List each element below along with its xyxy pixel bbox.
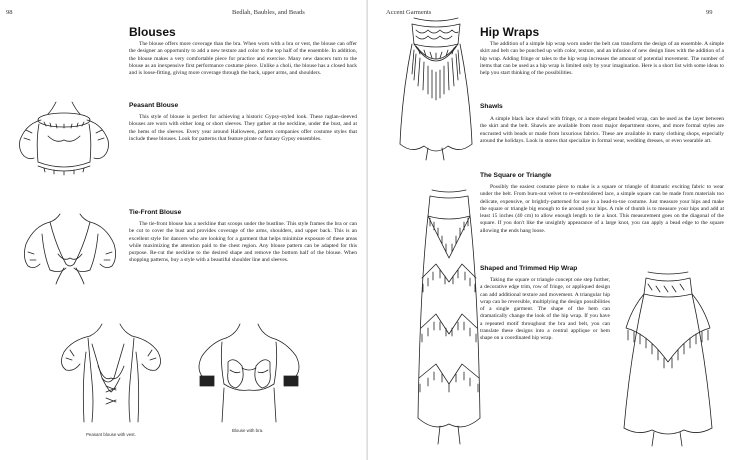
page-number-right: 99 — [706, 9, 713, 16]
right-page — [368, 0, 736, 460]
square-triangle-paragraph: Possibly the easiest costume piece to make is a square or triangle of dramatic exciting fabric to wear under the belt. From burn-out velvet to re-embroidered lace, a simple square can be made from materials too delicate, expensive, or brightly-patterned for use in a head-to-toe costume. Just measure your hips and make the square or triangle big enough to tie around your hips. A rule of thumb is to measure your hips and add at least 15 inches (40 cm) to allow enough length to tie a knot. This measurement goes on the diagonal of the square. If you don't like the unsightly appearance of a large knot, you can apply a bead edge to the square allowing the ends hang loose. — [480, 184, 724, 234]
peasant-blouse-paragraph: This style of blouse is perfect for achieving a historic Gypsy-styled look. These raglan-sleeved blouses are worn with either long or short sleeves. They gather at the neckline, under the bust, and at the hems of the sleeves. Every year around Halloween, pattern companies offer costume styles that include these blouses. Look for patterns that feature pirate or fantasy Gypsy ensembles. — [129, 114, 357, 142]
fringed-shawl-hip-wrap-illustration — [398, 14, 474, 164]
shaped-trimmed-hip-wrap-illustration — [618, 268, 718, 448]
caption-blouse-with-vest: Peasant blouse with vest. — [86, 432, 136, 437]
running-head-left: Bedlah, Baubles, and Beads — [232, 9, 305, 16]
heading-peasant-blouse: Peasant Blouse — [129, 102, 179, 109]
blouses-intro-paragraph: The blouse offers more coverage than the bra. When worn with a bra or vest, the blouse can offer the designer an opportunity to add a new texture and color to the top half of the ensemble. In addition, the blouse makes a very comfortable piece for practice and exercise. Many new dancers turn to the blouse as an inexpensive first performance costume piece. Unlike a choli, the blouse has a closed back and is loose-fitting, giving more coverage through the back, upper arms, and shoulders. — [129, 41, 357, 76]
heading-square-or-triangle: The Square or Triangle — [480, 172, 552, 179]
peasant-blouse-illustration — [14, 100, 114, 200]
shawls-paragraph: A simple black lace shawl with fringe, or a more elegant beaded wrap, can be used as the layer between the skirt and the belt. Shawls are available from most major department stores, and more formal styles are encrusted with beads or made from luxurious fabrics. These are available in many clothing shops, especially around the holidays. Look in stores that specialize in formal wear, wedding dresses, or even wearable art. — [480, 116, 724, 144]
shaped-trimmed-paragraph: Taking the square or triangle concept one step further, a decorative edge trim, row of fringe, or appliqued design can add additional texture and movement. A triangular hip wrap can be reversible, multiplying the design possibilities of a single garment. The shape of the hem can dramatically change the look of the hip wrap. If you have a repeated motif throughout the bra and belt, you can translate these designs into a central applique or hem shape on a coordinated hip wrap. — [480, 277, 610, 341]
page-number-left: 98 — [6, 9, 13, 16]
tie-front-blouse-illustration — [20, 212, 120, 307]
tie-front-paragraph: The tie-front blouse has a neckline that scoops under the bustline. This style frames the bra or can be cut to cover the bust and provides coverage of the arms, shoulders, and upper back. This is an excellent style for dancers who are looking for a garment that helps minimize exposure of these areas while maximizing the attention paid to the chest region. Any blouse pattern can be adapted for this purpose. Re-cut the neckline to the desired shape and remove the bottom half of the blouse. When shopping patterns, buy a style with a beautiful shoulder line and sleeves. — [129, 221, 357, 264]
section-title-hip-wraps: Hip Wraps — [480, 25, 540, 39]
caption-blouse-with-bra: Blouse with bra. — [232, 428, 264, 433]
blouse-with-vest-illustration — [58, 322, 164, 430]
section-title-blouses: Blouses — [129, 25, 176, 39]
heading-tie-front-blouse: Tie-Front Blouse — [129, 209, 182, 216]
blouse-with-bra-illustration — [196, 322, 302, 430]
hip-wraps-intro-paragraph: The addition of a simple hip wrap worn under the belt can transform the design of an ensemble. A simple skirt and belt can be punched up with color, texture, and an infusion of new design lines with the addition of a hip wrap. Adding fringe or tales to the hip wrap increases the amount of potential movement. The number of items that can be used as a hip wrap is limited only by your imagination. Here is a short list with some ideas to help you start thinking of the possibilities. — [480, 41, 724, 76]
heading-shaped-trimmed-hip-wrap: Shaped and Trimmed Hip Wrap — [480, 265, 578, 272]
running-head-right: Accent Garments — [386, 9, 432, 16]
heading-shawls: Shawls — [480, 103, 503, 110]
zigzag-fringe-skirt-illustration — [416, 188, 482, 448]
